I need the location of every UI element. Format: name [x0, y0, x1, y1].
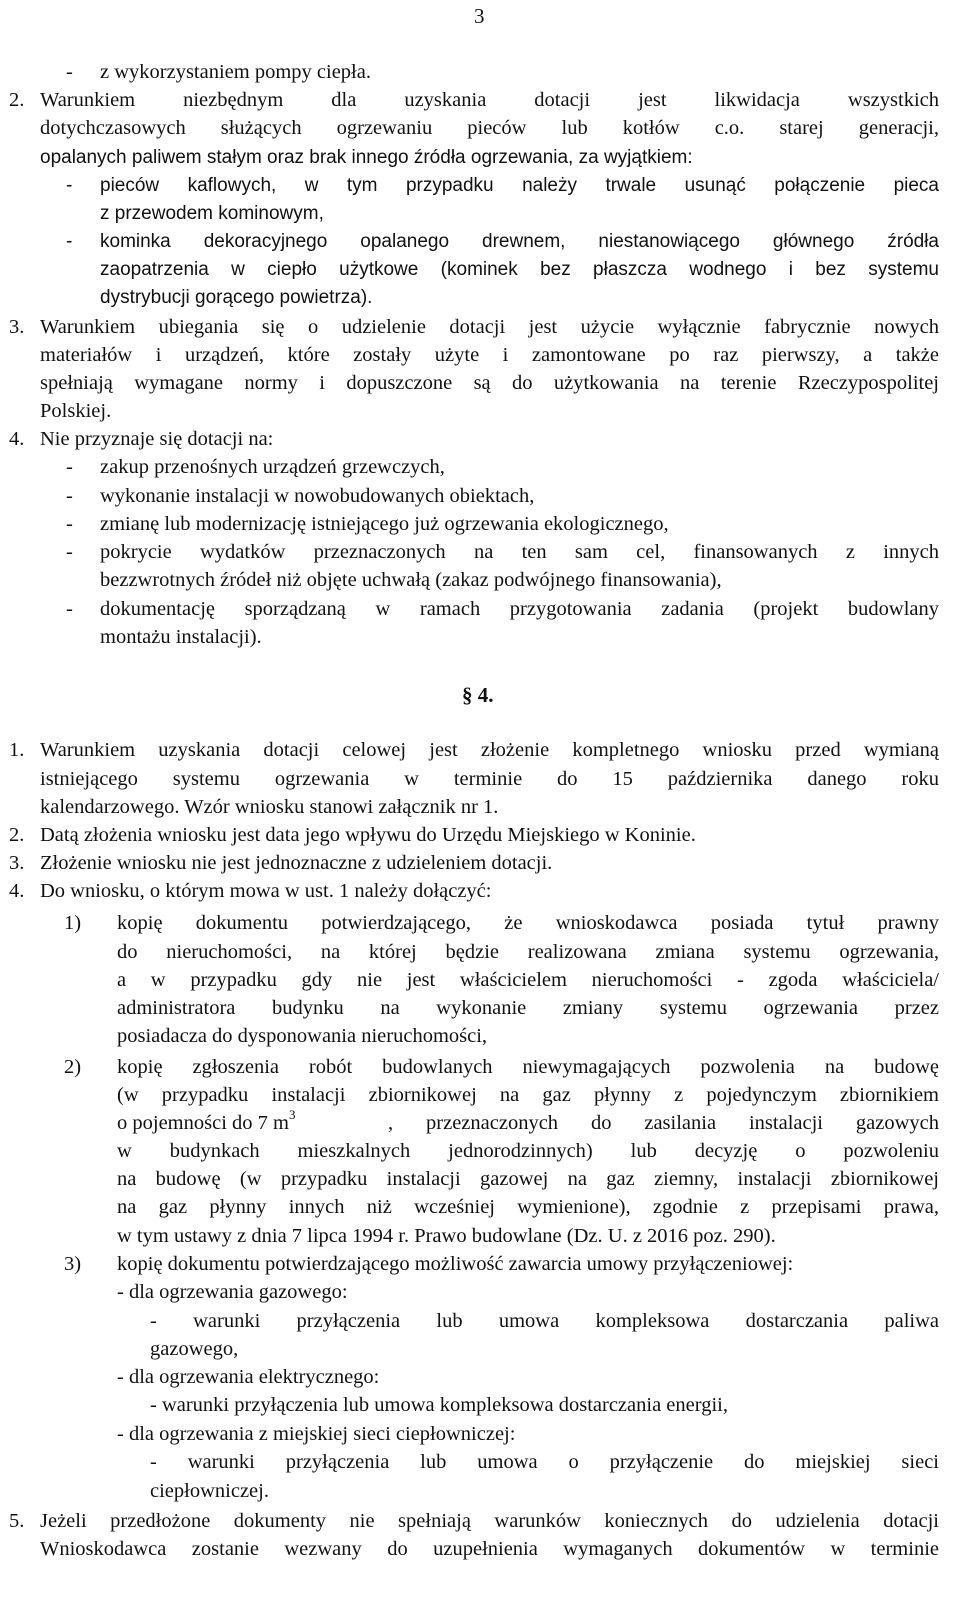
line-text: z wykorzystaniem pompy ciepła.: [100, 61, 371, 83]
page-number: 3: [474, 4, 485, 28]
line-text: dotychczasowych służących ogrzewaniu pieców lub kotłów c.o. starej generacji,: [40, 117, 939, 139]
text-line: [0, 453, 960, 482]
line-text: na budowę (w przypadku instalacji gazowej na gaz ziemny, instalacji zbiornikowej: [117, 1168, 939, 1190]
text-line: [0, 1109, 960, 1138]
list-number: 4.: [9, 428, 25, 450]
list-number: 3.: [9, 316, 25, 338]
text-line: [0, 994, 960, 1023]
line-text: w tym ustawy z dnia 7 lipca 1994 r. Prawo budowlane (Dz. U. z 2016 poz. 290).: [117, 1225, 776, 1247]
text-line: [0, 1278, 960, 1307]
superscript: 3: [288, 1107, 296, 1123]
list-number: 5.: [9, 1510, 25, 1532]
text-line: [0, 623, 960, 652]
line-text: zmianę lub modernizację istniejącego już ogrzewania ekologicznego,: [100, 513, 669, 535]
line-text: Jeżeli przedłożone dokumenty nie spełniają warunków koniecznych do udzielenia dotacji: [40, 1510, 939, 1532]
dash-marker: -: [66, 231, 73, 252]
line-text: z przewodem kominowym,: [100, 203, 324, 224]
text-line: [0, 1022, 960, 1051]
text-line: [0, 283, 960, 312]
text-line: [0, 1307, 960, 1336]
text-line: [0, 341, 960, 370]
text-line: [0, 425, 960, 454]
line-text: (w przypadku instalacji zbiornikowej na gaz płynny z pojedynczym zbiornikiem: [117, 1084, 939, 1106]
dash-marker: -: [66, 485, 73, 507]
text-line: [0, 877, 960, 906]
text-line: [0, 199, 960, 228]
line-text: kopię zgłoszenia robót budowlanych niewymagających pozwolenia na budowę: [117, 1056, 939, 1078]
line-text: gazowego,: [150, 1338, 239, 1360]
list-number: 2): [64, 1056, 82, 1078]
line-text: kominka dekoracyjnego opalanego drewnem, niestanowiącego głównego źródła: [100, 231, 939, 252]
text-line: [0, 938, 960, 967]
text-line: [0, 255, 960, 284]
list-number: 1.: [9, 739, 25, 761]
line-text: Datą złożenia wniosku jest data jego wpływu do Urzędu Miejskiego w Koninie.: [40, 824, 696, 846]
text-line: [0, 595, 960, 624]
text-line: [0, 736, 960, 765]
line-text: kopię dokumentu potwierdzającego możliwość zawarcia umowy przyłączeniowej:: [117, 1253, 794, 1275]
text-line: [0, 1335, 960, 1364]
text-line: [0, 793, 960, 822]
line-text: materiałów i urządzeń, które zostały użyte i zamontowane po raz pierwszy, a także: [40, 344, 939, 366]
text-line: [0, 1193, 960, 1222]
line-text: - warunki przyłączenia lub umowa o przyłączenie do miejskiej sieci: [150, 1451, 939, 1473]
dash-marker: -: [66, 175, 73, 196]
line-text: - warunki przyłączenia lub umowa kompleksowa dostarczania paliwa: [150, 1310, 939, 1332]
line-text: Warunkiem uzyskania dotacji celowej jest złożenie kompletnego wniosku przed wymianą: [40, 739, 939, 761]
line-text: do nieruchomości, na której będzie realizowana zmiana systemu ogrzewania,: [117, 941, 939, 963]
text-line: [0, 1391, 960, 1420]
text-line: [0, 1250, 960, 1279]
line-text: Warunkiem niezbędnym dla uzyskania dotacji jest likwidacja wszystkich: [40, 89, 939, 111]
line-text: opalanych paliwem stałym oraz brak innego źródła ogrzewania, za wyjątkiem:: [40, 147, 693, 168]
line-text: wykonanie instalacji w nowobudowanych obiektach,: [100, 485, 535, 507]
line-text: dokumentację sporządzaną w ramach przygotowania zadania (projekt budowlany: [100, 598, 939, 620]
text-line: [0, 1053, 960, 1082]
text-line: [0, 171, 960, 200]
volume-text: o pojemności do 7 m: [117, 1112, 289, 1134]
text-line: [0, 765, 960, 794]
line-text: - warunki przyłączenia lub umowa kompleksowa dostarczania energii,: [150, 1394, 728, 1416]
line-text: dystrybucji gorącego powietrza).: [100, 287, 373, 308]
line-text: - dla ogrzewania gazowego:: [117, 1281, 348, 1303]
text-line: [0, 821, 960, 850]
text-line: [0, 86, 960, 115]
line-text: montażu instalacji).: [100, 626, 262, 648]
line-text: bezzwrotnych źródeł niż objęte uchwałą (zakaz podwójnego finansowania),: [100, 569, 722, 591]
list-number: 1): [64, 912, 82, 934]
text-line: [0, 1081, 960, 1110]
line-text: posiadacza do dysponowania nieruchomości,: [117, 1025, 488, 1047]
line-text: istniejącego systemu ogrzewania w terminie do 15 października danego roku: [40, 768, 939, 790]
line-text: - dla ogrzewania z miejskiej sieci ciepłowniczej:: [117, 1423, 516, 1445]
list-number: 3.: [9, 852, 25, 874]
text-line: [0, 143, 960, 172]
text-line: [0, 849, 960, 878]
dash-marker: -: [66, 513, 73, 535]
text-line: [0, 1507, 960, 1536]
line-text: - dla ogrzewania elektrycznego:: [117, 1366, 380, 1388]
line-text: , przeznaczonych do zasilania instalacji gazowych: [388, 1112, 939, 1134]
text-line: [0, 227, 960, 256]
list-number: 3): [64, 1253, 82, 1275]
line-text: w budynkach mieszkalnych jednorodzinnych) lub decyzję o pozwoleniu: [117, 1140, 939, 1162]
line-text: na gaz płynny innych niż wcześniej wymienione), zgodnie z przepisami prawa,: [117, 1196, 939, 1218]
text-line: [0, 482, 960, 511]
dash-marker: -: [66, 541, 73, 563]
text-line: [0, 397, 960, 426]
text-line: [0, 1363, 960, 1392]
line-text: Złożenie wniosku nie jest jednoznaczne z udzieleniem dotacji.: [40, 852, 553, 874]
dash-marker: -: [66, 456, 73, 478]
text-line: [0, 1165, 960, 1194]
text-line: [0, 369, 960, 398]
text-line: [0, 966, 960, 995]
list-number: 2.: [9, 824, 25, 846]
line-text: Nie przyznaje się dotacji na:: [40, 428, 274, 450]
text-line: [0, 1420, 960, 1449]
text-line: [0, 1535, 960, 1564]
line-text: Polskiej.: [40, 400, 112, 422]
line-text: Wnioskodawca zostanie wezwany do uzupełnienia wymaganych dokumentów w terminie: [40, 1538, 939, 1560]
line-text: spełniają wymagane normy i dopuszczone są do użytkowania na terenie Rzeczypospolitej: [40, 372, 939, 394]
line-text: a w przypadku gdy nie jest właścicielem nieruchomości - zgoda właściciela/: [117, 969, 939, 991]
text-line: [0, 1448, 960, 1477]
section-heading: § 4.: [462, 683, 494, 707]
list-number: 2.: [9, 89, 25, 111]
line-text: kopię dokumentu potwierdzającego, że wnioskodawca posiada tytuł prawny: [117, 912, 939, 934]
line-text: zakup przenośnych urządzeń grzewczych,: [100, 456, 445, 478]
line-text: administratora budynku na wykonanie zmiany systemu ogrzewania przez: [117, 997, 939, 1019]
text-line: [0, 510, 960, 539]
text-line: [0, 566, 960, 595]
list-number: 4.: [9, 880, 25, 902]
line-text: [117, 1109, 295, 1138]
text-line: [0, 1477, 960, 1506]
line-text: Warunkiem ubiegania się o udzielenie dotacji jest użycie wyłącznie fabrycznie nowych: [40, 316, 939, 338]
text-line: [0, 1137, 960, 1166]
line-text: kalendarzowego. Wzór wniosku stanowi załącznik nr 1.: [40, 796, 499, 818]
text-line: [0, 909, 960, 938]
line-text: ciepłowniczej.: [150, 1480, 269, 1502]
line-text: pokrycie wydatków przeznaczonych na ten sam cel, finansowanych z innych: [100, 541, 939, 563]
dash-marker: -: [66, 61, 73, 83]
text-line: [0, 1222, 960, 1251]
dash-marker: -: [66, 598, 73, 620]
line-text: zaopatrzenia w ciepło użytkowe (kominek bez płaszcza wodnego i bez systemu: [100, 259, 939, 280]
text-line: [0, 538, 960, 567]
line-text: pieców kaflowych, w tym przypadku należy trwale usunąć połączenie pieca: [100, 175, 939, 196]
text-line: [0, 114, 960, 143]
line-text: Do wniosku, o którym mowa w ust. 1 należy dołączyć:: [40, 880, 492, 902]
text-line: [0, 313, 960, 342]
text-line: [0, 58, 960, 87]
